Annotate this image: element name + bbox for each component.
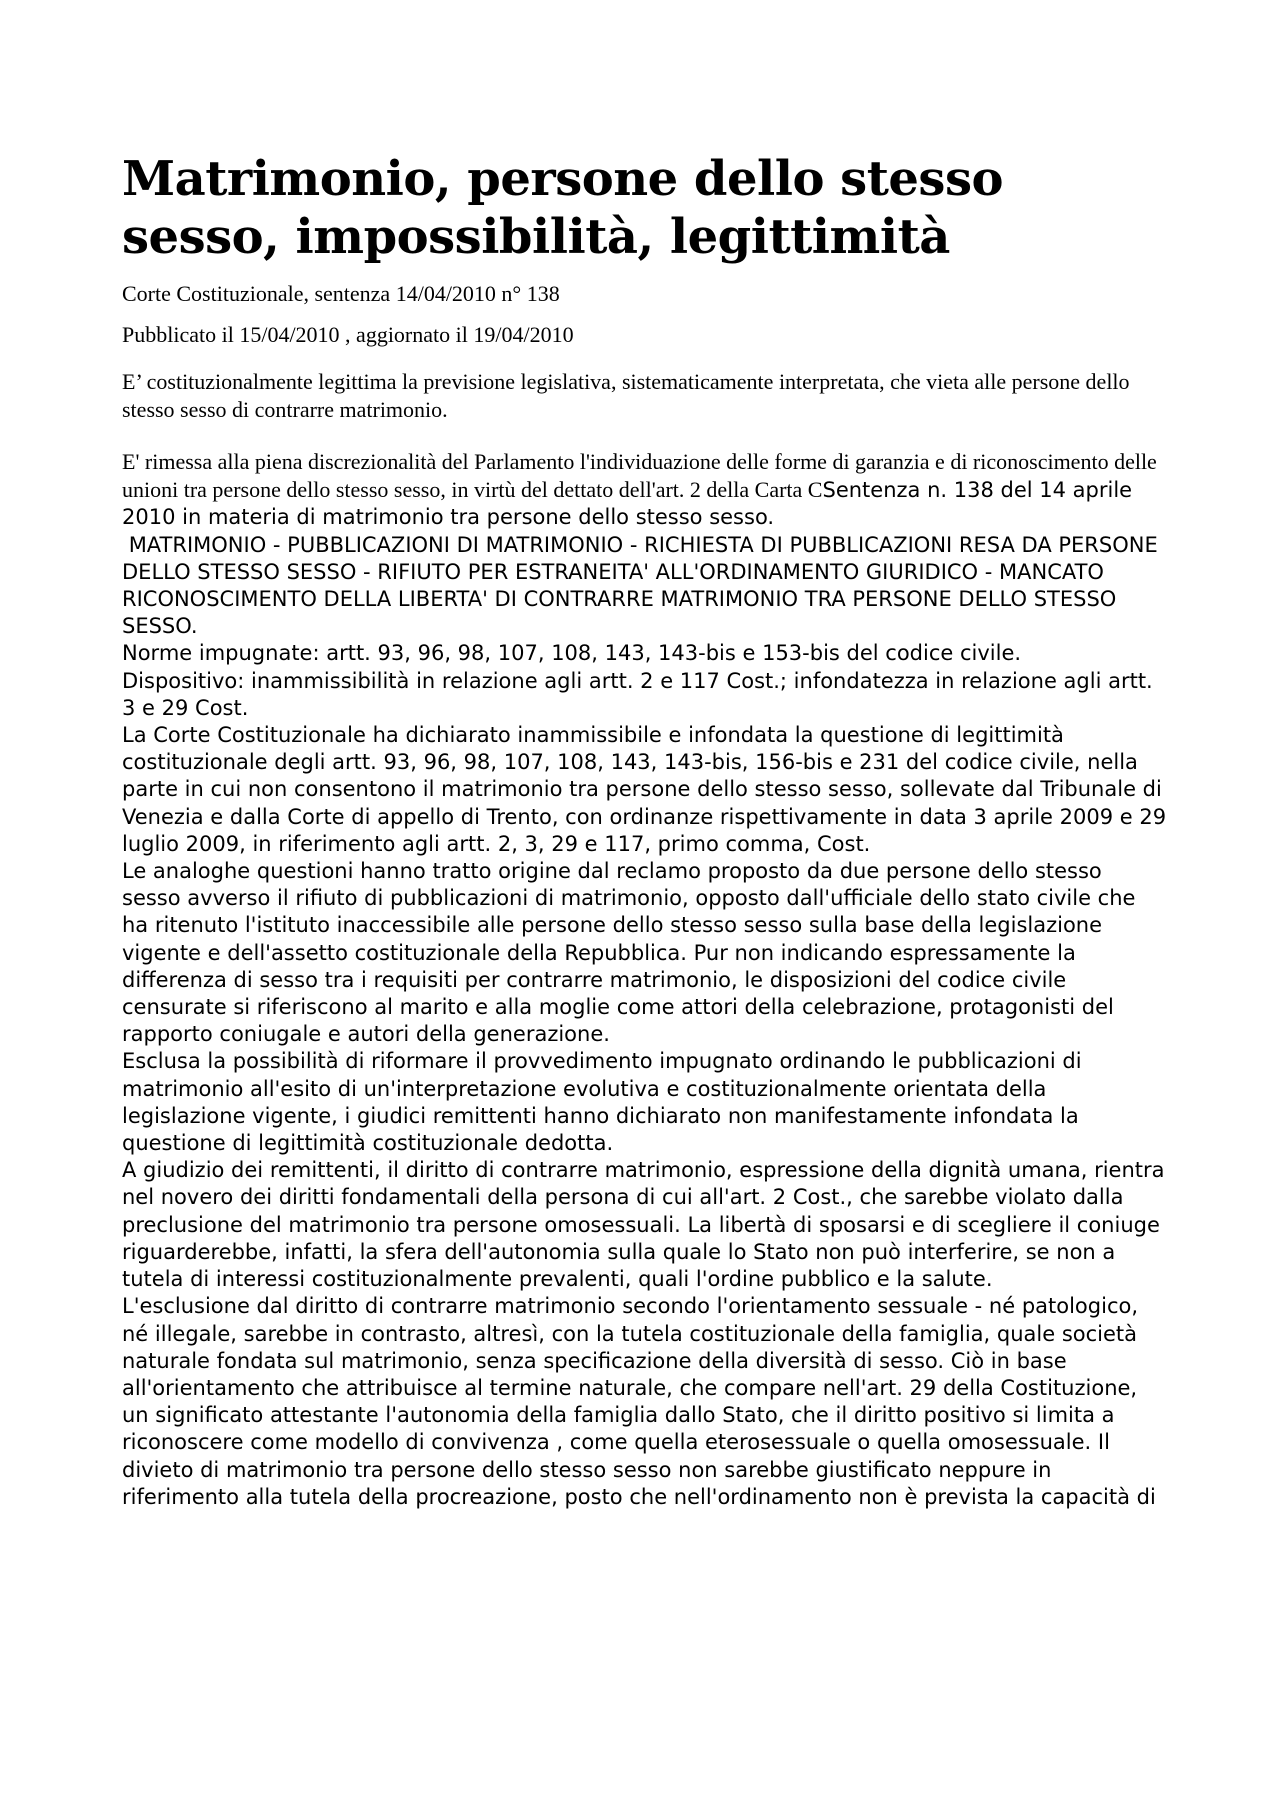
page-title: Matrimonio, persone dello stesso sesso, impossibilità, legittimità — [122, 151, 1003, 265]
body-paragraph: A giudizio dei remittenti, il diritto di contrarre matrimonio, espressione della dignità umana, rientra nel novero dei diritti fondamentali della persona di cui all'art. 2 Cost., che sarebbe violato dalla preclusione del matrimonio tra persone omosessuali. La libertà di sposarsi e di scegliere il coniuge riguarderebbe, infatti, la sfera dell'autonomia sulla quale lo Stato non può interferire, se non a tutela di interessi costituzionalmente prevalenti, quali l'ordine pubblico e la salute. — [122, 1158, 1165, 1292]
body-paragraph: Le analoghe questioni hanno tratto origine dal reclamo proposto da due persone dello stesso sesso avverso il rifiuto di pubblicazioni di matrimonio, opposto dall'ufficiale dello stato civile che ha ritenuto l'istituto inaccessibile alle persone dello stesso sesso sulla base della legislazione vigente e dell'assetto costituzionale della Repubblica. Pur non indicando espressamente la differenza di sesso tra i requisiti per contrarre matrimonio, le disposizioni del codice civile censurate si riferiscono al marito e alla moglie come attori della celebrazione, protagonisti del rapporto coniugale e autori della generazione. — [122, 859, 1136, 1047]
body-paragraph: L'esclusione dal diritto di contrarre matrimonio secondo l'orientamento sessuale - né patologico, né illegale, sarebbe in contrasto, altresì, con la tutela costituzionale della famiglia, quale società naturale fondata sul matrimonio, senza specificazione della diversità di sesso. Ciò in base all'orientamento che attribuisce al termine naturale, che compare nell'art. 29 della Costituzione, un significato attestante l'autonomia della famiglia dallo Stato, che il diritto positivo si limita a riconoscere come modello di convivenza , come quella eterosessuale o quella omosessuale. Il divieto di matrimonio tra persone dello stesso sesso non sarebbe giustificato neppure in riferimento alla tutela della procreazione, posto che nell'ordinamento non è prevista la capacità di — [122, 1294, 1156, 1509]
body-paragraph: Dispositivo: inammissibilità in relazione agli artt. 2 e 117 Cost.; infondatezza in relazione agli artt. 3 e 29 Cost. — [122, 668, 1153, 720]
heading-paragraph: MATRIMONIO - PUBBLICAZIONI DI MATRIMONIO - RICHIESTA DI PUBBLICAZIONI RESA DA PERSONE DELLO STESSO SESSO - RIFIUTO PER ESTRANEITA' ALL'ORDINAMENTO GIURIDICO - MANCATO RICONOSCIMENTO DELLA LIBERTA' DI CONTRARRE MATRIMONIO TRA PERSONE DELLO STESSO SESSO. — [122, 532, 1165, 639]
body-paragraph: Esclusa la possibilità di riformare il provvedimento impugnato ordinando le pubblicazioni di matrimonio all'esito di un'interpretazione evolutiva e costituzionalmente orientata della legislazione vigente, i giudici remittenti hanno dichiarato non manifestamente infondata la questione di legittimità costituzionale dedotta. — [122, 1049, 1082, 1156]
document-page — [122, 150, 1167, 1511]
intro-continuation: Sentenza n. 138 del 14 aprile 2010 in materia di matrimonio tra persone dello stesso sesso. — [122, 478, 1133, 530]
court-reference: Corte Costituzionale, sentenza 14/04/2010 n° 138 — [122, 281, 560, 306]
publication-date: Pubblicato il 15/04/2010 , aggiornato il 19/04/2010 — [122, 322, 574, 347]
document-body — [122, 448, 1167, 1511]
body-paragraph: La Corte Costituzionale ha dichiarato inammissibile e infondata la questione di legittimità costituzionale degli artt. 93, 96, 98, 107, 108, 143, 143-bis, 156-bis e 231 del codice civile, nella parte in cui non consentono il matrimonio tra persone dello stesso sesso, sollevate dal Tribunale di Venezia e dalla Corte di appello di Trento, con ordinanze rispettivamente in data 3 aprile 2009 e 29 luglio 2009, in riferimento agli artt. 2, 3, 29 e 117, primo comma, Cost. — [122, 723, 1167, 856]
intro-text: E' rimessa alla piena discrezionalità del Parlamento l'individuazione delle forme di garanzia e di riconoscimento delle unioni tra persone dello stesso sesso, in virtù del dettato dell'art. 2 della Carta C — [122, 449, 1157, 503]
body-paragraph: Norme impugnate: artt. 93, 96, 98, 107, 108, 143, 143-bis e 153-bis del codice civile. — [122, 641, 1022, 666]
summary-paragraph: E’ costituzionalmente legittima la previsione legislativa, sistematicamente interpretata, che vieta alle persone dello stesso sesso di contrarre matrimonio. — [122, 369, 1130, 422]
intro-paragraph — [122, 448, 1167, 532]
